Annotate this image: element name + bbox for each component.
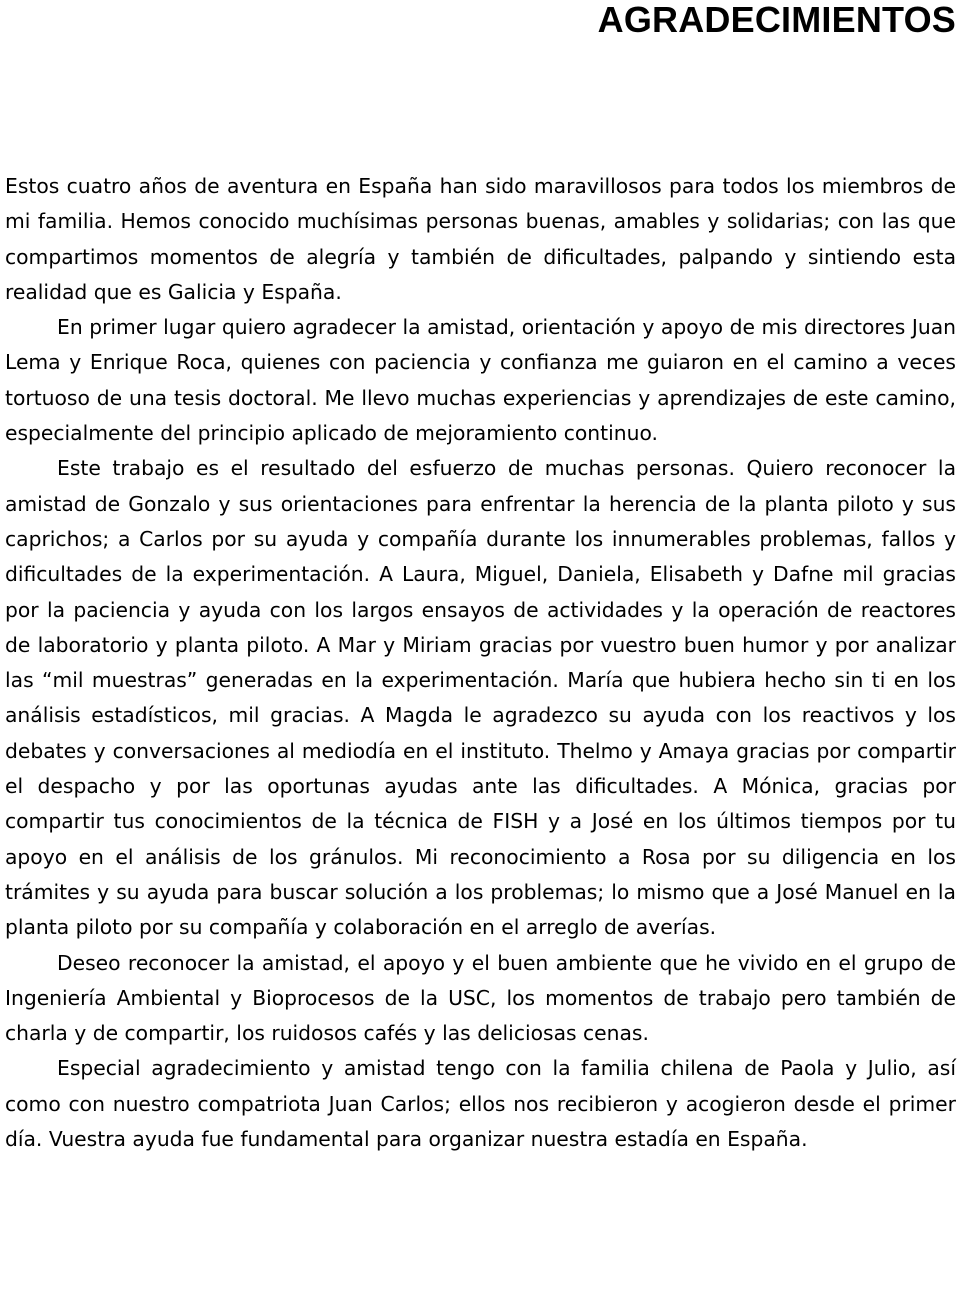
paragraph-colleagues: Este trabajo es el resultado del esfuerzo de muchas personas. Quiero reconocer la amistad de Gonzalo y sus orientaciones para enfrentar la herencia de la planta piloto y sus caprichos; a Carlos por su ayuda y compañía durante los innumerables problemas, fallos y dificultades de la experimentación. A Laura, Miguel, Daniela, Elisabeth y Dafne mil gracias por la paciencia y ayuda con los largos ensayos de actividades y la operación de reactores de laboratorio y planta piloto. A Mar y Miriam gracias por vuestro buen humor y por analizar las “mil muestras” generadas en la experimentación. María que hubiera hecho sin ti en los análisis estadísticos, mil gracias. A Magda le agradezco su ayuda con los reactivos y los debates y conversaciones al mediodía en el instituto. Thelmo y Amaya gracias por compartir el despacho y por las oportunas ayudas ante las dificultades. A Mónica, gracias por compartir tus conocimientos de la técnica de FISH y a José en los últimos tiempos por tu apoyo en el análisis de los gránulos. Mi reconocimiento a Rosa por su diligencia en los trámites y su ayuda para buscar solución a los problemas; lo mismo que a José Manuel en la planta piloto por su compañía y colaboración en el arreglo de averías. — [5, 456, 956, 940]
document-body — [5, 169, 956, 1157]
paragraph-research-group: Deseo reconocer la amistad, el apoyo y el buen ambiente que he vivido en el grupo de Ingeniería Ambiental y Bioprocesos de la USC, los momentos de trabajo pero también de charla y de compartir, los ruidosos cafés y las deliciosas cenas. — [5, 950, 956, 1046]
paragraph-intro: Estos cuatro años de aventura en España han sido maravillosos para todos los miembros de mi familia. Hemos conocido muchísimas personas buenas, amables y solidarias; con las que compartimos momentos de alegría y también de dificultades, palpando y sintiendo esta realidad que es Galicia y España. — [5, 174, 956, 304]
paragraph-directors: En primer lugar quiero agradecer la amistad, orientación y apoyo de mis directores Juan Lema y Enrique Roca, quienes con paciencia y confianza me guiaron en el camino a veces tortuoso de una tesis doctoral. Me llevo muchas experiencias y aprendizajes de este camino, especialmente del principio aplicado de mejoramiento continuo. — [5, 315, 956, 446]
page-title: AGRADECIMIENTOS — [597, 0, 956, 40]
paragraph-family: Especial agradecimiento y amistad tengo con la familia chilena de Paola y Julio, así como con nuestro compatriota Juan Carlos; ellos nos recibieron y acogieron desde el primer día. Vuestra ayuda fue fundamental para organizar nuestra estadía en España. — [5, 1056, 956, 1152]
